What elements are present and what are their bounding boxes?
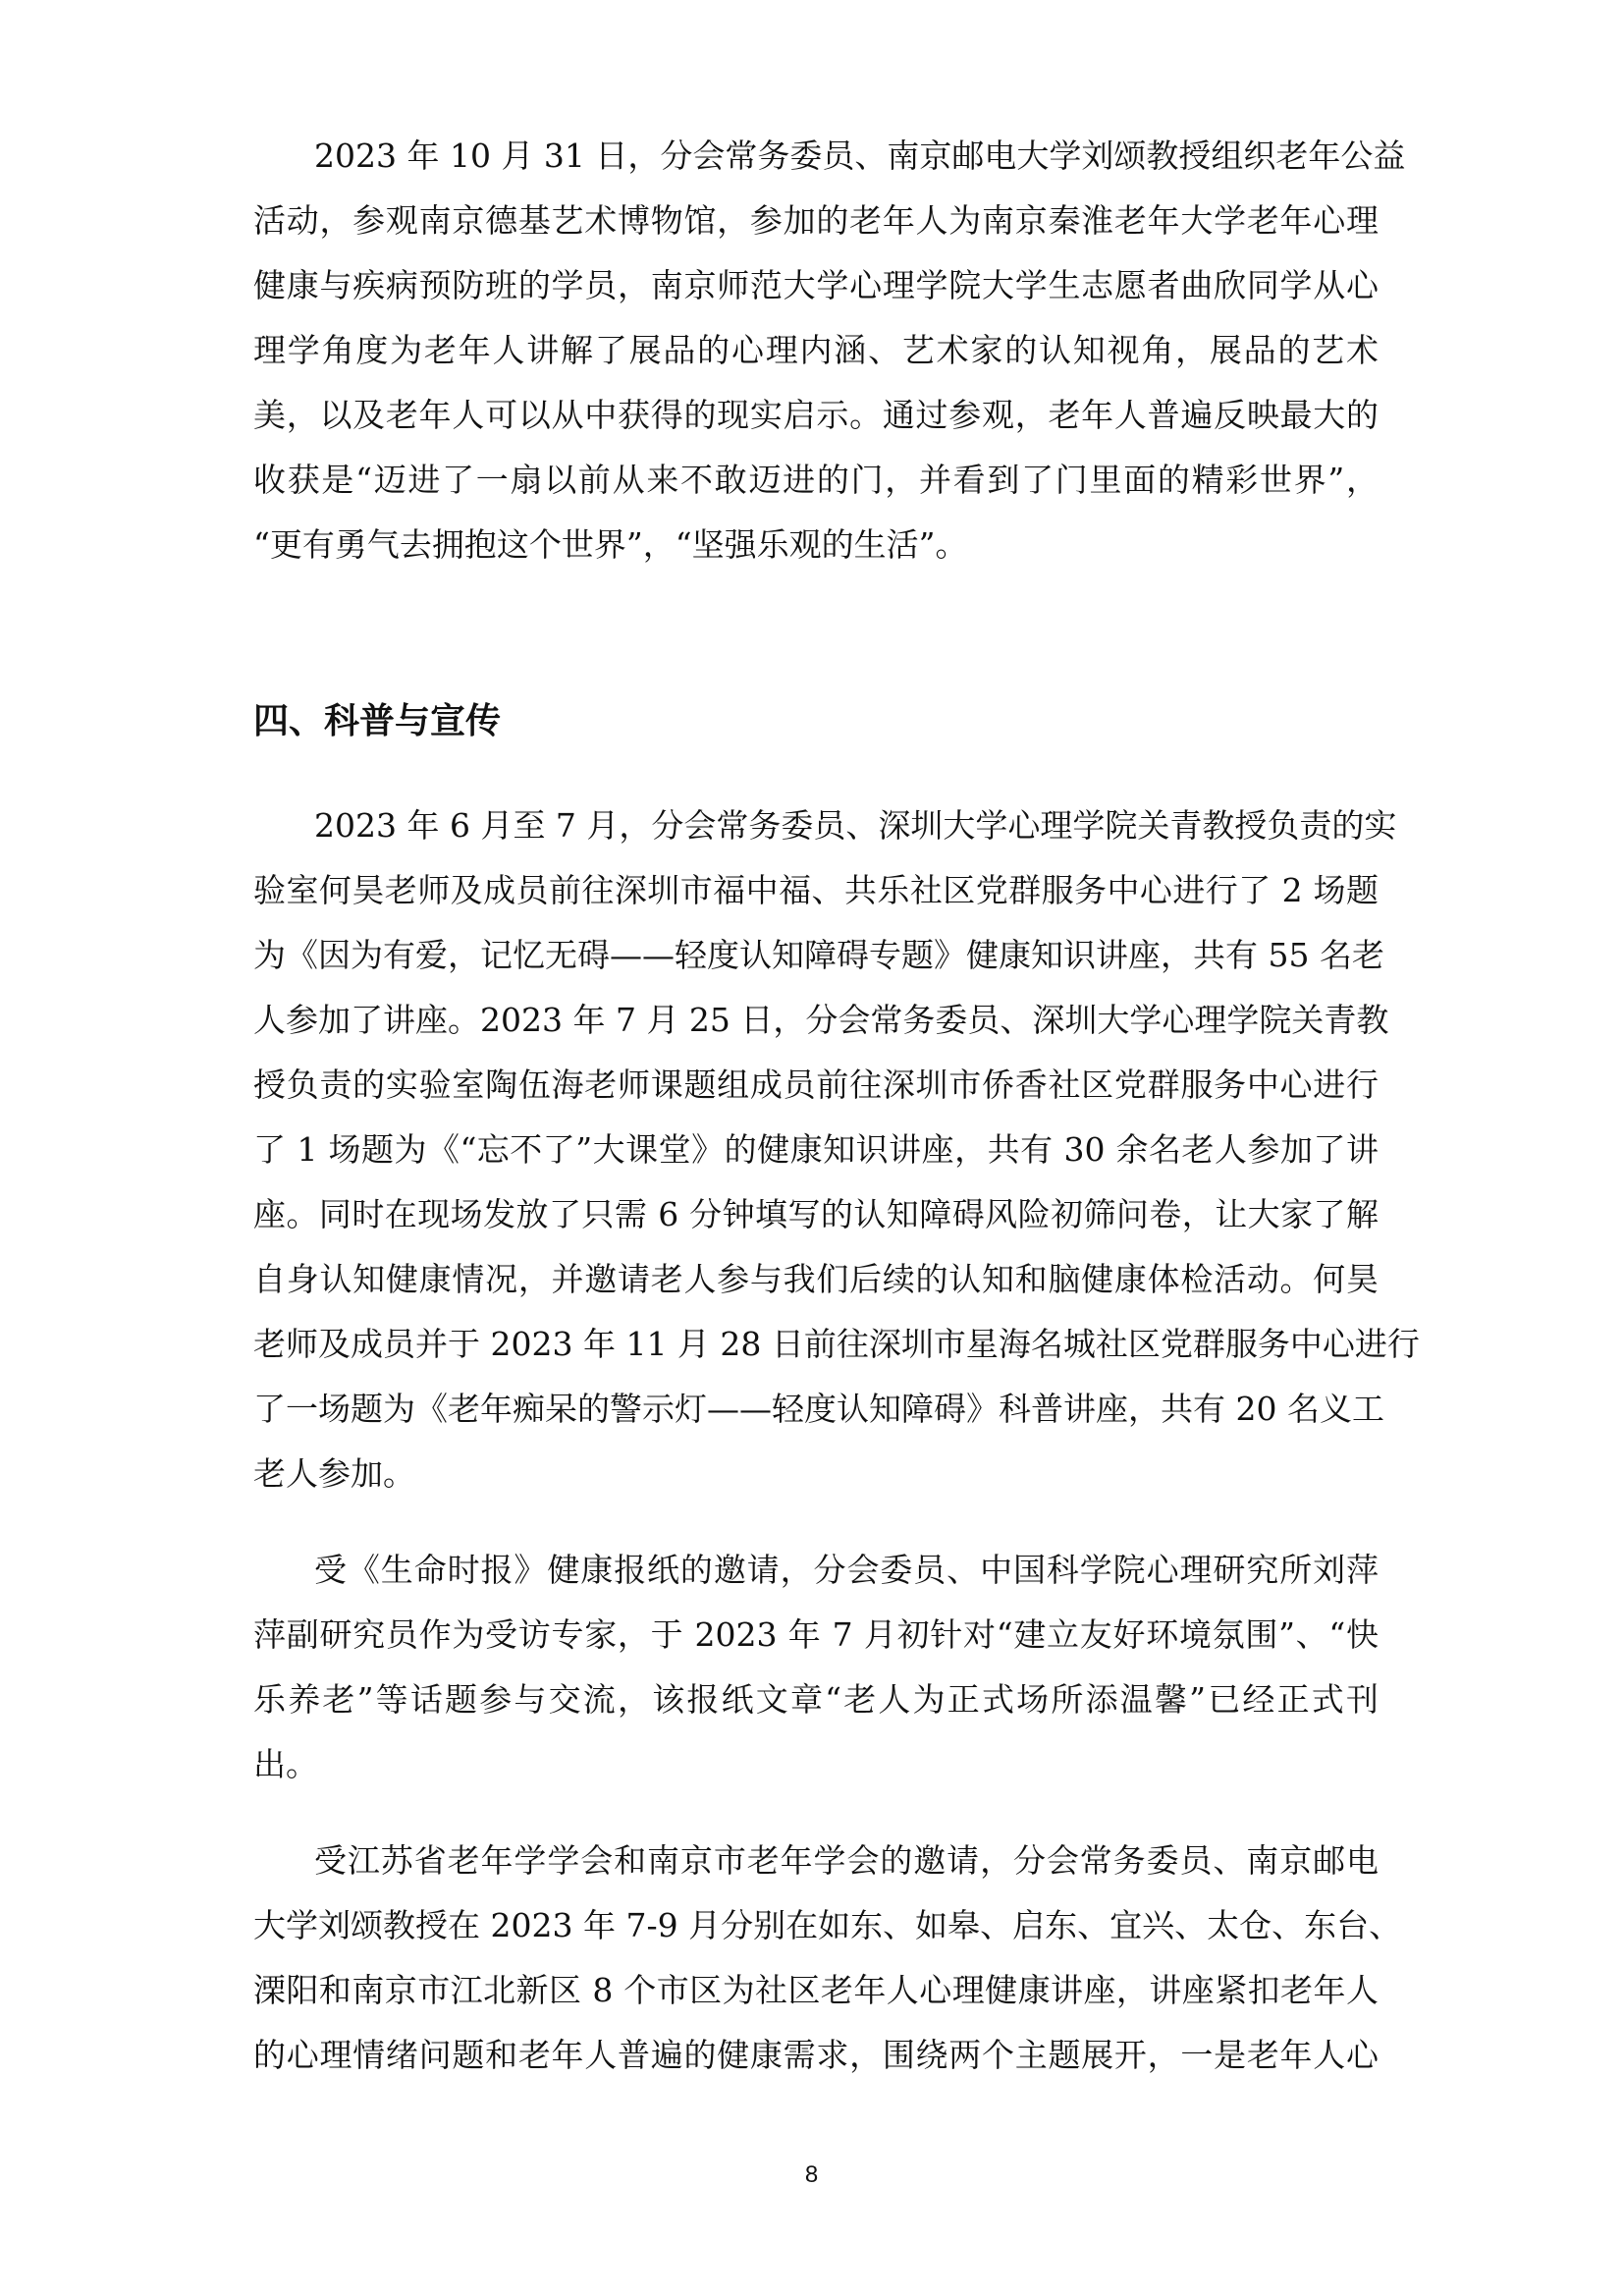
paragraph-line: 出。 (253, 1745, 318, 1783)
paragraph-line: 老师及成员并于 2023 年 11 月 28 日前往深圳市星海名城社区党群服务中心进行 (253, 1325, 1420, 1363)
paragraph-line: 2023 年 6 月至 7 月，分会常务委员、深圳大学心理学院关青教授负责的实 (314, 806, 1397, 845)
paragraph-line: 受《生命时报》健康报纸的邀请，分会委员、中国科学院心理研究所刘萍 (314, 1551, 1379, 1589)
paragraph-line: 人参加了讲座。2023 年 7 月 25 日，分会常务委员、深圳大学心理学院关青教 (253, 1001, 1389, 1039)
paragraph-line: 了 1 场题为《“忘不了”大课堂》的健康知识讲座，共有 30 余名老人参加了讲 (253, 1130, 1379, 1169)
paragraph-line: 理学角度为老年人讲解了展品的心理内涵、艺术家的认知视角，展品的艺术 (253, 331, 1379, 369)
paragraph-line: 活动，参观南京德基艺术博物馆，参加的老年人为南京秦淮老年大学老年心理 (253, 201, 1379, 240)
paragraph-line: 授负责的实验室陶伍海老师课题组成员前往深圳市侨香社区党群服务中心进行 (253, 1066, 1379, 1104)
section-heading: 四、科普与宣传 (253, 701, 502, 741)
paragraph-line: 自身认知健康情况，并邀请老人参与我们后续的认知和脑健康体检活动。何昊 (253, 1260, 1379, 1298)
paragraph-line: 了一场题为《老年痴呆的警示灯——轻度认知障碍》科普讲座，共有 20 名义工 (253, 1390, 1384, 1428)
paragraph-line: 乐养老”等话题参与交流，该报纸文章“老人为正式场所添温馨”已经正式刊 (253, 1680, 1379, 1719)
paragraph-line: 大学刘颂教授在 2023 年 7-9 月分别在如东、如皋、启东、宜兴、太仓、东台、 (253, 1906, 1402, 1944)
paragraph-line: 老人参加。 (253, 1454, 415, 1493)
paragraph-line: 验室何昊老师及成员前往深圳市福中福、共乐社区党群服务中心进行了 2 场题 (253, 871, 1379, 909)
paragraph-line: 萍副研究员作为受访专家，于 2023 年 7 月初针对“建立友好环境氛围”、“快 (253, 1615, 1379, 1654)
paragraph-line: “更有勇气去拥抱这个世界”，“坚强乐观的生活”。 (253, 525, 968, 564)
paragraph-line: 受江苏省老年学学会和南京市老年学会的邀请，分会常务委员、南京邮电 (314, 1841, 1379, 1880)
page-number: 8 (804, 2161, 819, 2188)
paragraph-line: 美，以及老年人可以从中获得的现实启示。通过参观，老年人普遍反映最大的 (253, 396, 1379, 434)
paragraph-line: 2023 年 10 月 31 日，分会常务委员、南京邮电大学刘颂教授组织老年公益 (314, 137, 1406, 175)
paragraph-line: 为《因为有爱，记忆无碍——轻度认知障碍专题》健康知识讲座，共有 55 名老 (253, 936, 1384, 974)
paragraph-line: 座。同时在现场发放了只需 6 分钟填写的认知障碍风险初筛问卷，让大家了解 (253, 1195, 1379, 1233)
paragraph-line: 收获是“迈进了一扇以前从来不敢迈进的门，并看到了门里面的精彩世界”， (253, 461, 1379, 499)
paragraph-line: 健康与疾病预防班的学员，南京师范大学心理学院大学生志愿者曲欣同学从心 (253, 266, 1379, 304)
paragraph-line: 的心理情绪问题和老年人普遍的健康需求，围绕两个主题展开，一是老年人心 (253, 2036, 1379, 2074)
paragraph-line: 溧阳和南京市江北新区 8 个市区为社区老年人心理健康讲座，讲座紧扣老年人 (253, 1971, 1379, 2009)
